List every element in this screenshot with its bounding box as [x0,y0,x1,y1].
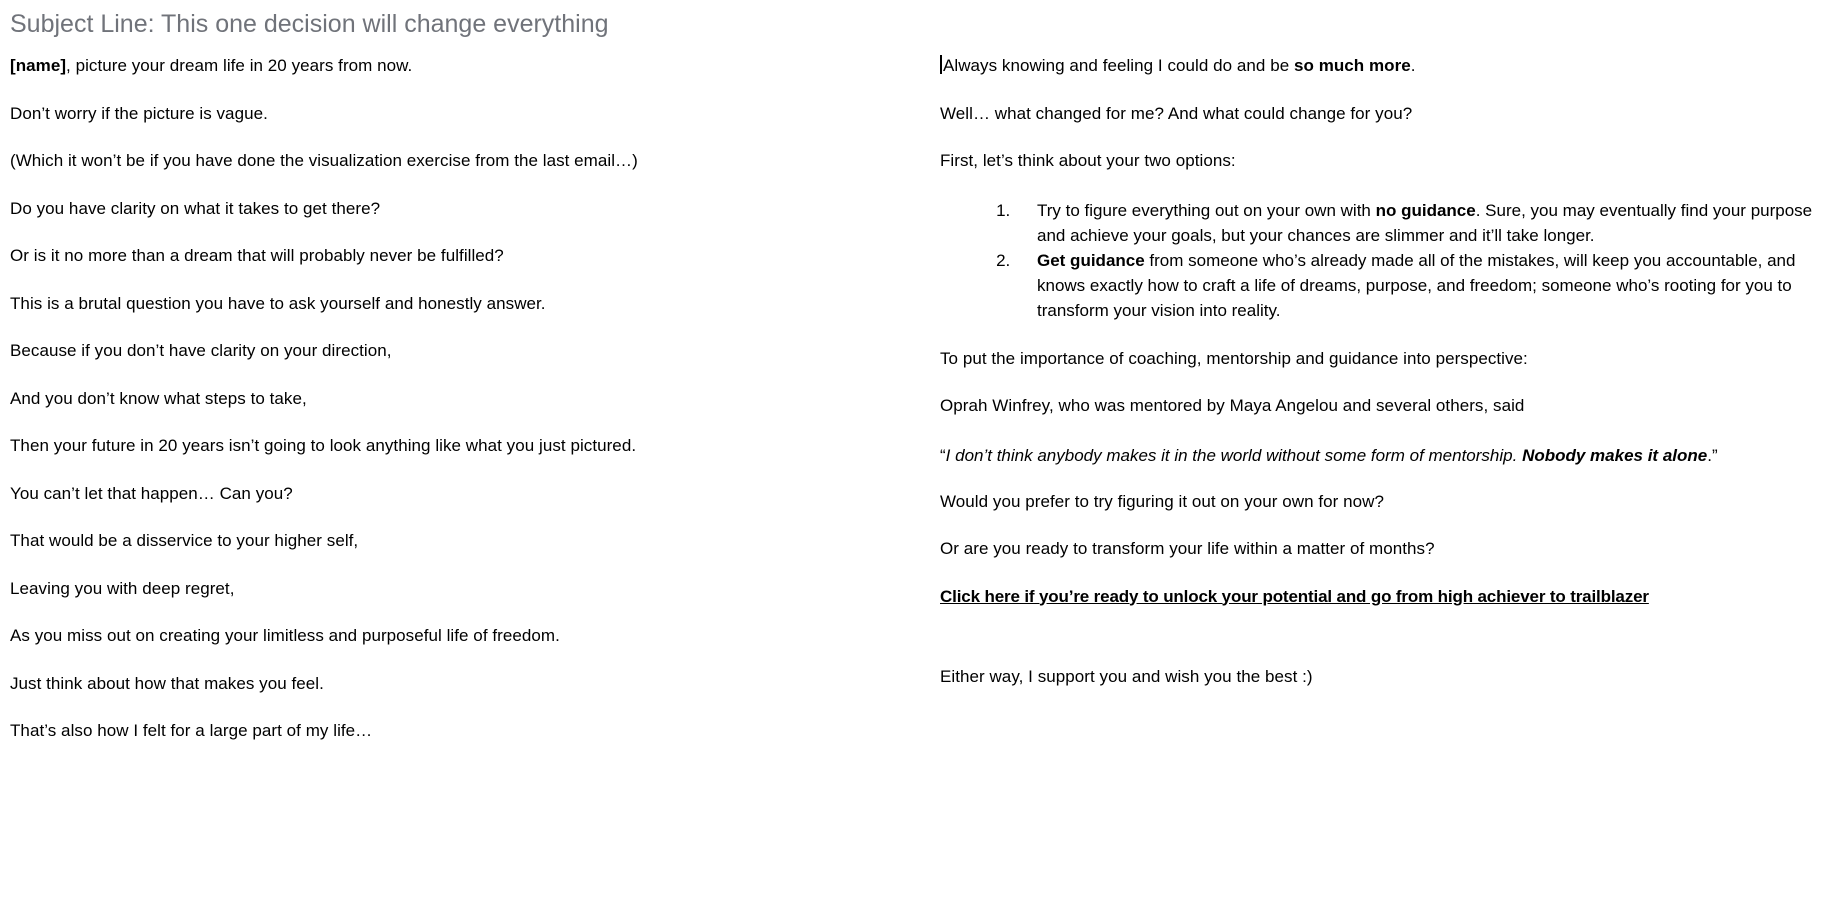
paragraph-brutal-question: This is a brutal question you have to ask yourself and honestly answer. [10,293,546,313]
emphasis-so-much-more: so much more [1293,56,1411,75]
paragraph-name-intro [10,55,770,77]
emphasis-get-guidance: Get guidance [1037,250,1145,270]
paragraph-steps-to-take: And you don’t know what steps to take, [10,388,307,408]
list-item-text-tail: . Sure, you may eventually find your purpose and achieve your goals, but your chances are slimmer and it’ll take longer. [1037,200,1813,245]
paragraph-two-options-lead: First, let’s think about your two options: [940,151,1236,170]
cta-link-unlock-potential[interactable]: Click here if you’re ready to unlock your potential and go from high achiever to trailblazer [940,586,1649,606]
left-text-column [10,55,770,768]
paragraph-prefer-own: Would you prefer to try figuring it out on your own for now? [940,491,1384,511]
quote-italic-text: I don’t think anybody makes it in the world without some form of mentorship. [945,445,1523,465]
paragraph-which-it-wont: (Which it won’t be if you have done the visualization exercise from the last email…) [10,151,638,170]
paragraph-either-way: Either way, I support you and wish you the best :) [940,666,1313,686]
paragraph-always-knowing [940,55,1838,77]
list-item-text-tail: from someone who’s already made all of the mistakes, will keep you accountable, and knows exactly how to craft a life of dreams, purpose, and freedom; someone who’s rooting for you to transform your vision into reality. [1037,250,1796,320]
paragraph-perspective: To put the importance of coaching, mentorship and guidance into perspective: [940,348,1528,368]
paragraph-dont-worry: Don’t worry if the picture is vague. [10,103,268,123]
email-body [0,55,1838,900]
options-list [940,198,1838,323]
paragraph-text: Always knowing and feeling I could do and be [943,56,1294,75]
list-item-text: Try to figure everything out on your own with [1037,200,1376,220]
paragraph-text-tail: . [1410,56,1416,75]
text-cursor-caret [940,55,942,74]
paragraph-just-think: Just think about how that makes you feel. [10,673,324,693]
paragraph-cant-let-happen: You can’t let that happen… Can you? [10,483,293,503]
quote-bold-emphasis: Nobody makes it alone [1522,445,1708,465]
paragraph-thats-also-how: That’s also how I felt for a large part of my life… [10,721,373,740]
list-item [1015,248,1838,323]
paragraph-ready-transform: Or are you ready to transform your life within a matter of months? [940,539,1435,558]
right-text-column [940,55,1838,713]
paragraph-future-20-years: Then your future in 20 years isn’t going to look anything like what you just pictured. [10,436,637,455]
paragraph-disservice: That would be a disservice to your higher self, [10,531,359,550]
subject-line-heading: Subject Line: This one decision will change everything [10,10,609,38]
paragraph-oprah-intro: Oprah Winfrey, who was mentored by Maya Angelou and several others, said [940,396,1525,415]
paragraph-what-changed: Well… what changed for me? And what could change for you? [940,103,1413,123]
list-item [1015,198,1838,248]
paragraph-because-clarity: Because if you don’t have clarity on your direction, [10,341,392,360]
name-merge-tag: [name] [10,56,67,75]
emphasis-no-guidance: no guidance [1375,200,1476,220]
paragraph-miss-out: As you miss out on creating your limitless and purposeful life of freedom. [10,626,560,645]
oprah-quote [940,443,1838,468]
quote-close-mark: .” [1707,445,1718,465]
paragraph-dream-question: Or is it no more than a dream that will probably never be fulfilled? [10,246,504,265]
paragraph-text: , picture your dream life in 20 years from now. [66,56,413,75]
paragraph-clarity-question: Do you have clarity on what it takes to get there? [10,198,381,218]
quote-open-mark: “ [940,445,946,465]
paragraph-deep-regret: Leaving you with deep regret, [10,578,235,598]
